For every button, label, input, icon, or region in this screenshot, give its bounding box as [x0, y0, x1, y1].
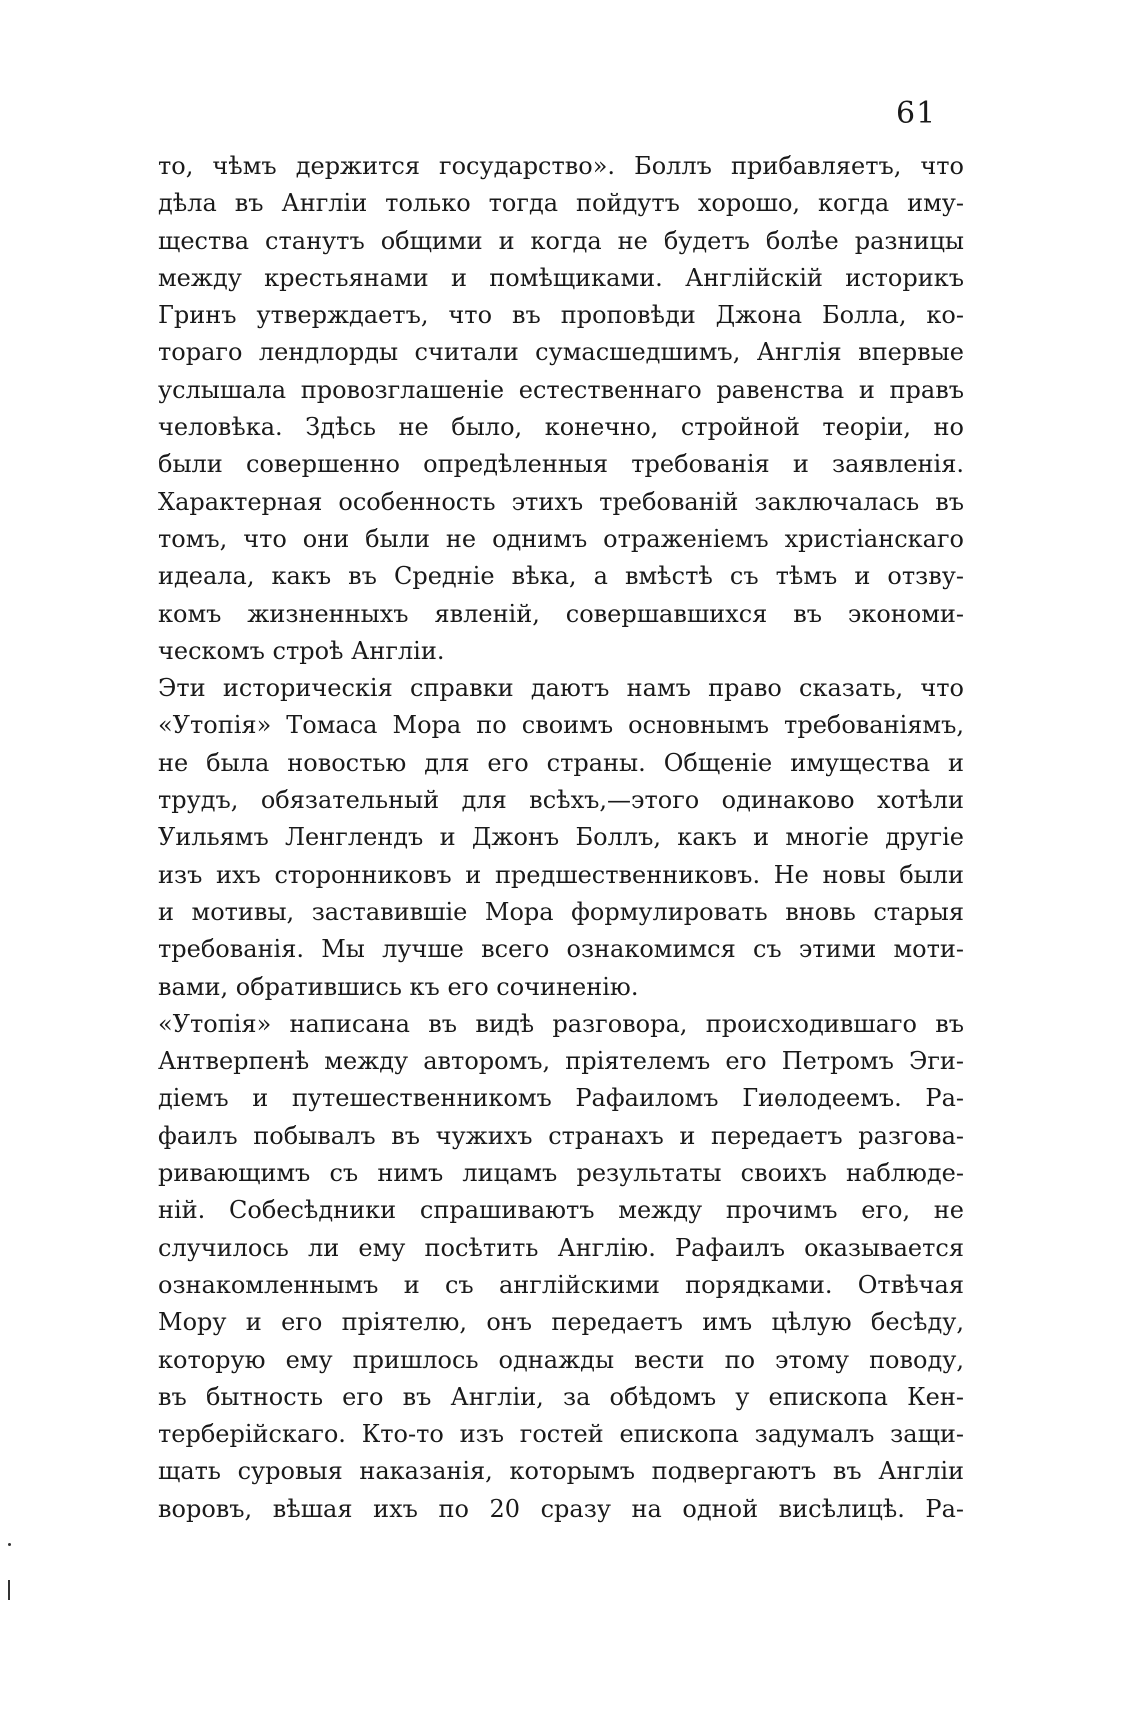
- text-line: комъ жизненныхъ явленiй, совершавшихся въ экономи-: [158, 599, 964, 628]
- text-line: то, чѣмъ держится государство». Боллъ прибавляетъ, что: [158, 152, 964, 180]
- page-number: 61: [896, 96, 937, 131]
- text-line: не была новостью для его страны. Общенiе имущества и: [158, 748, 964, 777]
- text-line: Антверпенѣ между авторомъ, прiятелемъ его Петромъ Эги-: [158, 1047, 964, 1076]
- text-line: человѣка. Здѣсь не было, конечно, стройной теорiи, но: [158, 413, 964, 442]
- text-line: между крестьянами и помѣщиками. Англiйскiй историкъ: [158, 263, 964, 292]
- text-line: Характерная особенность этихъ требованiй заключалась въ: [158, 487, 964, 516]
- text-line: идеала, какъ въ Среднiе вѣка, а вмѣстѣ съ тѣмъ и отзву-: [158, 562, 964, 591]
- text-line: были совершенно опредѣленныя требованiя и заявленiя.: [158, 450, 964, 479]
- text-line: которую ему пришлось однажды вести по этому поводу,: [158, 1345, 964, 1374]
- scan-artifact-line: [8, 1580, 10, 1600]
- text-line: томъ, что они были не однимъ отраженiемъ христiанскаго: [158, 524, 964, 553]
- text-line: ривающимъ съ нимъ лицамъ результаты своихъ наблюде-: [158, 1159, 964, 1188]
- text-line: услышала провозглашенiе естественнаго равенства и правъ: [158, 375, 964, 404]
- text-line: ческомъ строѣ Англiи.: [158, 636, 445, 665]
- text-line: тораго лендлорды считали сумасшедшимъ, Англiя впервые: [158, 338, 964, 367]
- text-line: дѣла въ Англiи только тогда пойдутъ хорошо, когда иму-: [158, 189, 964, 218]
- text-line: требованiя. Мы лучше всего ознакомимся съ этими моти-: [158, 935, 964, 964]
- text-line: нiй. Собесѣдники спрашиваютъ между прочимъ его, не: [158, 1196, 964, 1225]
- text-line: и мотивы, заставившiе Мора формулировать вновь старыя: [158, 897, 964, 926]
- text-line: щать суровыя наказанiя, которымъ подвергаютъ въ Англiи: [158, 1457, 964, 1486]
- text-line: случилось ли ему посѣтить Англiю. Рафаилъ оказывается: [158, 1233, 964, 1262]
- text-line: Эти историческiя справки даютъ намъ право сказать, что: [158, 674, 964, 703]
- text-line: Гринъ утверждаетъ, что въ проповѣди Джона Болла, ко-: [158, 301, 964, 330]
- text-line: щества станутъ общими и когда не будетъ болѣе разницы: [158, 226, 964, 255]
- body-text: [158, 148, 964, 1528]
- scan-artifact-dot: [8, 1543, 11, 1546]
- text-line: фаилъ побывалъ въ чужихъ странахъ и передаетъ разгова-: [158, 1121, 964, 1150]
- text-line: въ бытность его въ Англiи, за обѣдомъ у епископа Кен-: [158, 1382, 964, 1411]
- text-line: дiемъ и путешественникомъ Рафаиломъ Гиѳлодеемъ. Ра-: [158, 1084, 964, 1113]
- text-line: трудъ, обязательный для всѣхъ,—этого одинаково хотѣли: [158, 786, 964, 815]
- text-line: Мору и его прiятелю, онъ передаетъ имъ цѣлую бесѣду,: [158, 1308, 964, 1337]
- text-line: воровъ, вѣшая ихъ по 20 сразу на одной висѣлицѣ. Ра-: [158, 1494, 964, 1523]
- text-line: Уильямъ Ленглендъ и Джонъ Боллъ, какъ и многiе другiе: [158, 823, 964, 852]
- text-line: терберiйскаго. Кто-то изъ гостей епископа задумалъ защи-: [158, 1420, 964, 1449]
- text-line: ознакомленнымъ и съ англiйскими порядками. Отвѣчая: [158, 1270, 964, 1299]
- text-line: «Утопiя» Томаса Мора по своимъ основнымъ требованiямъ,: [158, 711, 964, 740]
- text-line: «Утопiя» написана въ видѣ разговора, происходившаго въ: [158, 1009, 964, 1038]
- text-line: изъ ихъ сторонниковъ и предшественниковъ. Не новы были: [158, 860, 964, 889]
- text-line: вами, обратившись къ его сочиненiю.: [158, 972, 639, 1001]
